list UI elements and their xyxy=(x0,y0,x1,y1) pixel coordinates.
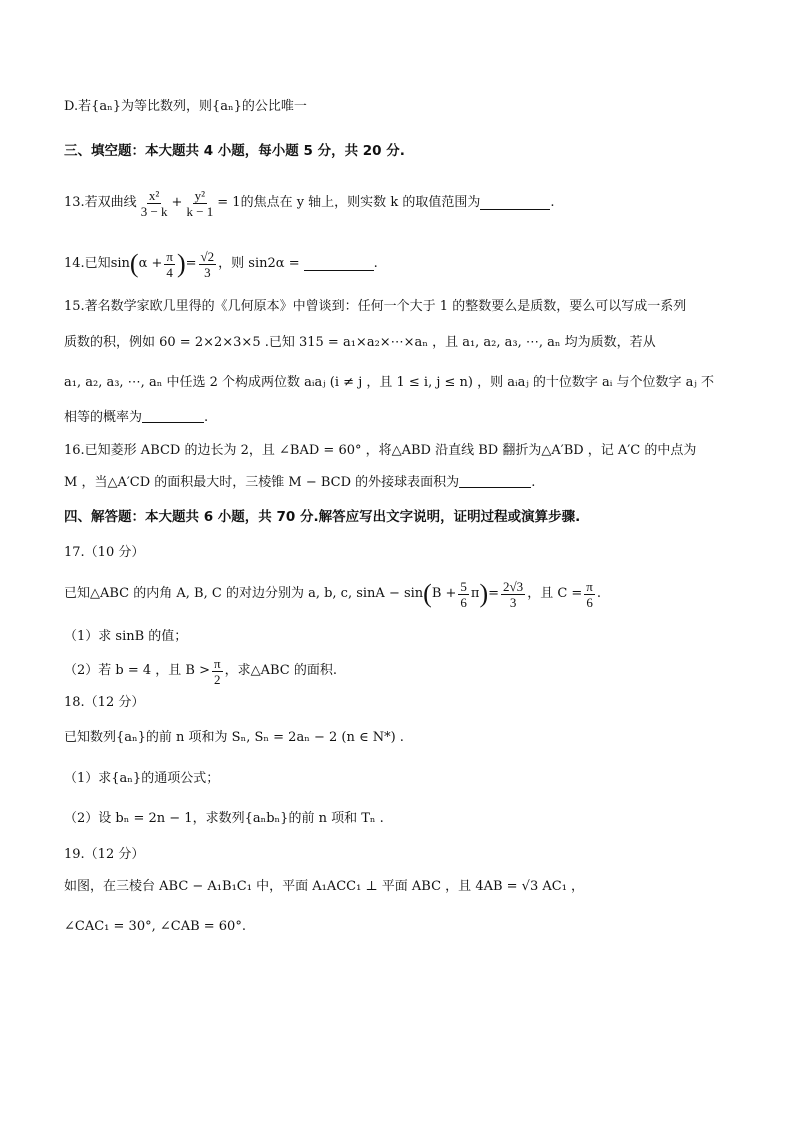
q14-left-paren: ( xyxy=(129,249,139,278)
q14-right-paren: ) xyxy=(176,249,186,278)
question-14 xyxy=(64,246,734,282)
q19-header: 19.（12 分） xyxy=(64,847,145,862)
q17-coef-den: 6 xyxy=(460,594,467,610)
q17-B-den: 2 xyxy=(214,671,221,687)
q13-suffix: 的焦点在 y 轴上，则实数 k 的取值范围为 xyxy=(240,195,481,210)
q14-pi-num: π xyxy=(166,248,173,264)
q16-line-2 xyxy=(64,474,734,492)
q14-end: . xyxy=(373,256,378,271)
q17-header: 17.（10 分） xyxy=(64,545,145,560)
q17-C-den: 6 xyxy=(586,594,593,610)
q17-rhs-num: 2√3 xyxy=(503,578,524,594)
q16-end: . xyxy=(531,475,536,490)
q17-rhs-fraction xyxy=(501,579,525,610)
q17-statement xyxy=(64,574,734,614)
q16-text: M ，当△A′CD 的面积最大时，三棱锥 M − BCD 的外接球表面积为 xyxy=(64,475,460,490)
q17-prefix: 已知△ABC 的内角 A, B, C 的对边分别为 a, b, c, sinA − sin xyxy=(64,586,424,601)
q14-sin: sin xyxy=(110,256,130,271)
q14-rhs-fraction xyxy=(199,249,217,280)
q14-prefix: 14.已知 xyxy=(64,256,111,271)
q19-line-1: 如图，在三棱台 ABC − A₁B₁C₁ 中，平面 A₁ACC₁ ⊥ 平面 ABC ，且 4AB = √3 AC₁ ， xyxy=(64,879,585,894)
q13-answer-blank[interactable] xyxy=(480,197,550,210)
q17-B-fraction xyxy=(212,656,223,687)
q14-equals: = xyxy=(185,256,197,271)
q15-line-2: 质数的积，例如 60 = 2×2×3×5 .已知 315 = a₁×a₂×⋯×aₙ ，且 a₁, a₂, a₃, ⋯, aₙ 均为质数，若从 xyxy=(64,335,656,350)
q13-frac2-num: y² xyxy=(194,187,206,203)
section-4-title: 四、解答题：本大题共 6 小题，共 70 分.解答应写出文字说明，证明过程或演算步骤. xyxy=(64,509,581,525)
q17-coef-num: 5 xyxy=(460,578,467,594)
q14-alpha: α + xyxy=(138,256,163,271)
q19-line-2: ∠CAC₁ = 30°, ∠CAB = 60°. xyxy=(64,919,246,934)
q15-line-4 xyxy=(64,409,734,427)
q14-pi-den: 4 xyxy=(166,264,173,280)
q17-B-num: π xyxy=(214,655,221,671)
q17-rhs-den: 3 xyxy=(509,594,517,610)
q18-part-1: （1）求{aₙ}的通项公式； xyxy=(64,771,220,786)
q15-text: 相等的概率为 xyxy=(64,410,143,425)
q13-plus: + xyxy=(171,195,183,210)
q17-part-1: （1）求 sinB 的值； xyxy=(64,629,188,644)
q13-frac1-num: x² xyxy=(148,187,160,203)
question-13 xyxy=(64,186,734,220)
q17-suffix: ，且 C = xyxy=(527,586,583,601)
q17-C-fraction xyxy=(584,579,595,610)
q16-line-1: 16.已知菱形 ABCD 的边长为 2，且 ∠BAD = 60° ，将△ABD 沿直线 BD 翻折为△A′BD ，记 A′C 的中点为 xyxy=(64,443,697,458)
q17-part2-suffix: ，求△ABC 的面积. xyxy=(224,663,337,678)
q18-header: 18.（12 分） xyxy=(64,695,145,710)
q14-rhs-den: 3 xyxy=(204,264,211,280)
q15-line-3: a₁, a₂, a₃, ⋯, aₙ 中任选 2 个构成两位数 aᵢaⱼ (i ≠ j ，且 1 ≤ i, j ≤ n) ，则 aᵢaⱼ 的十位数字 aᵢ 与个位数字 aⱼ 不 xyxy=(64,375,714,390)
q17-C-num: π xyxy=(586,578,593,594)
q13-end: . xyxy=(550,195,555,210)
q17-coef-fraction xyxy=(458,579,469,610)
q17-part2-prefix: （2）若 b = 4 ，且 B > xyxy=(64,663,210,678)
q14-answer-blank[interactable] xyxy=(304,258,374,271)
q18-part-2: （2）设 bₙ = 2n − 1，求数列{aₙbₙ}的前 n 项和 Tₙ . xyxy=(64,811,384,826)
q14-rhs-num: √2 xyxy=(200,248,215,264)
q17-right-paren: ) xyxy=(479,579,489,608)
q13-prefix: 13.若双曲线 xyxy=(64,195,137,210)
q13-fraction-y xyxy=(184,188,215,219)
section-3-title: 三、填空题：本大题共 4 小题，每小题 5 分，共 20 分. xyxy=(64,143,405,159)
q15-end: . xyxy=(204,410,209,425)
q14-suffix: ，则 sin2α = xyxy=(218,256,300,271)
q17-part-2 xyxy=(64,654,734,688)
q17-left-paren: ( xyxy=(423,579,432,608)
q16-answer-blank[interactable] xyxy=(459,475,531,488)
q13-fraction-x xyxy=(139,188,170,219)
q17-pi: π xyxy=(470,586,480,601)
q13-equals: = 1 xyxy=(217,195,241,210)
q17-equals: = xyxy=(488,586,500,601)
q17-end: . xyxy=(596,586,602,601)
q13-frac2-den: k − 1 xyxy=(186,203,214,219)
option-d: D.若{aₙ}为等比数列，则{aₙ}的公比唯一 xyxy=(64,99,307,114)
q17-B: B + xyxy=(431,586,457,601)
q15-line-1: 15.著名数学家欧几里得的《几何原本》中曾谈到：任何一个大于 1 的整数要么是质数，要么可以写成一系列 xyxy=(64,299,687,314)
q13-frac1-den: 3 − k xyxy=(140,203,168,219)
q15-answer-blank[interactable] xyxy=(142,410,204,423)
q18-statement: 已知数列{aₙ}的前 n 项和为 Sₙ, Sₙ = 2aₙ − 2 (n ∈ N*) . xyxy=(64,730,404,745)
q14-pi-fraction xyxy=(164,249,175,280)
